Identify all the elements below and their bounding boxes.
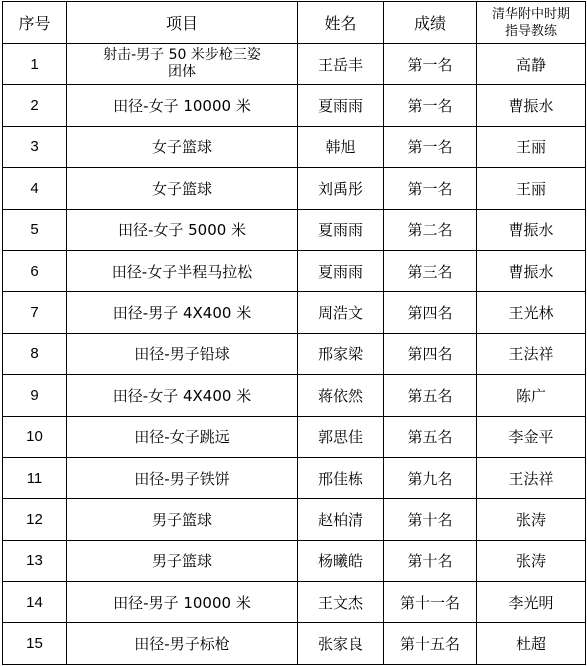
cell-no: 13 — [3, 540, 67, 581]
table-row — [3, 582, 586, 623]
cell-coach: 杜超 — [477, 623, 586, 664]
cell-no: 1 — [3, 44, 67, 85]
cell-coach: 曹振水 — [477, 85, 586, 126]
header-no: 序号 — [3, 2, 67, 44]
cell-result: 第一名 — [384, 126, 477, 167]
cell-event: 田径-女子 4X400 米 — [67, 375, 298, 416]
cell-no: 15 — [3, 623, 67, 664]
cell-name: 周浩文 — [298, 292, 384, 333]
table-row — [3, 209, 586, 250]
cell-result: 第二名 — [384, 209, 477, 250]
header-coach — [477, 2, 586, 44]
table-row — [3, 250, 586, 291]
cell-result: 第四名 — [384, 292, 477, 333]
cell-no: 12 — [3, 499, 67, 540]
cell-coach: 王法祥 — [477, 457, 586, 498]
header-event: 项目 — [67, 2, 298, 44]
cell-name: 张家良 — [298, 623, 384, 664]
table-row — [3, 333, 586, 374]
cell-name: 韩旭 — [298, 126, 384, 167]
cell-coach: 王丽 — [477, 126, 586, 167]
table-body — [3, 44, 586, 665]
table-row — [3, 375, 586, 416]
cell-name: 夏雨雨 — [298, 209, 384, 250]
cell-coach: 李金平 — [477, 416, 586, 457]
cell-result: 第十五名 — [384, 623, 477, 664]
header-coach-line1: 清华附中时期 — [491, 6, 570, 22]
header-name: 姓名 — [298, 2, 384, 44]
cell-event: 男子篮球 — [67, 540, 298, 581]
table-row — [3, 44, 586, 85]
cell-name: 邢佳栋 — [298, 457, 384, 498]
cell-coach: 王丽 — [477, 168, 586, 209]
cell-no: 6 — [3, 250, 67, 291]
table-row — [3, 623, 586, 664]
cell-name: 邢家梁 — [298, 333, 384, 374]
cell-event — [67, 44, 298, 85]
cell-name: 刘禹彤 — [298, 168, 384, 209]
header-result: 成绩 — [384, 2, 477, 44]
table-row — [3, 457, 586, 498]
cell-result: 第一名 — [384, 85, 477, 126]
cell-event: 田径-男子标枪 — [67, 623, 298, 664]
cell-coach: 王法祥 — [477, 333, 586, 374]
cell-event: 田径-女子 5000 米 — [67, 209, 298, 250]
cell-coach: 陈广 — [477, 375, 586, 416]
cell-result: 第五名 — [384, 375, 477, 416]
header-coach-line2: 指导教练 — [504, 23, 557, 39]
cell-no: 2 — [3, 85, 67, 126]
cell-result: 第一名 — [384, 168, 477, 209]
cell-name: 蒋依然 — [298, 375, 384, 416]
cell-no: 11 — [3, 457, 67, 498]
table-header — [3, 2, 586, 44]
table-row — [3, 168, 586, 209]
cell-result: 第十一名 — [384, 582, 477, 623]
cell-result: 第十名 — [384, 499, 477, 540]
cell-result: 第一名 — [384, 44, 477, 85]
table-row — [3, 416, 586, 457]
cell-coach: 张涛 — [477, 499, 586, 540]
cell-coach: 高静 — [477, 44, 586, 85]
table-row — [3, 499, 586, 540]
cell-no: 10 — [3, 416, 67, 457]
cell-coach: 张涛 — [477, 540, 586, 581]
cell-name: 杨曦皓 — [298, 540, 384, 581]
table-row — [3, 292, 586, 333]
cell-coach: 王光林 — [477, 292, 586, 333]
cell-result: 第九名 — [384, 457, 477, 498]
cell-no: 14 — [3, 582, 67, 623]
cell-no: 8 — [3, 333, 67, 374]
cell-coach: 曹振水 — [477, 250, 586, 291]
cell-name: 夏雨雨 — [298, 85, 384, 126]
cell-event: 田径-男子铅球 — [67, 333, 298, 374]
cell-event: 田径-男子 4X400 米 — [67, 292, 298, 333]
cell-event: 田径-女子 10000 米 — [67, 85, 298, 126]
cell-no: 4 — [3, 168, 67, 209]
cell-event: 田径-男子 10000 米 — [67, 582, 298, 623]
cell-event: 女子篮球 — [67, 168, 298, 209]
results-table — [2, 1, 586, 665]
cell-result: 第三名 — [384, 250, 477, 291]
cell-result: 第四名 — [384, 333, 477, 374]
cell-name: 夏雨雨 — [298, 250, 384, 291]
cell-event-line1: 射击-男子 50 米步枪三姿 — [103, 47, 261, 64]
cell-result: 第五名 — [384, 416, 477, 457]
cell-no: 7 — [3, 292, 67, 333]
cell-event: 女子篮球 — [67, 126, 298, 167]
cell-name: 赵柏清 — [298, 499, 384, 540]
cell-coach: 曹振水 — [477, 209, 586, 250]
cell-event: 田径-女子跳远 — [67, 416, 298, 457]
cell-no: 9 — [3, 375, 67, 416]
table-row — [3, 540, 586, 581]
cell-event: 田径-男子铁饼 — [67, 457, 298, 498]
cell-name: 王岳丰 — [298, 44, 384, 85]
table-row — [3, 85, 586, 126]
header-row — [3, 2, 586, 44]
table-row — [3, 126, 586, 167]
cell-name: 郭思佳 — [298, 416, 384, 457]
cell-event: 田径-女子半程马拉松 — [67, 250, 298, 291]
cell-event-line2: 团体 — [168, 64, 196, 81]
cell-event: 男子篮球 — [67, 499, 298, 540]
cell-no: 3 — [3, 126, 67, 167]
cell-result: 第十名 — [384, 540, 477, 581]
cell-no: 5 — [3, 209, 67, 250]
cell-coach: 李光明 — [477, 582, 586, 623]
cell-name: 王文杰 — [298, 582, 384, 623]
